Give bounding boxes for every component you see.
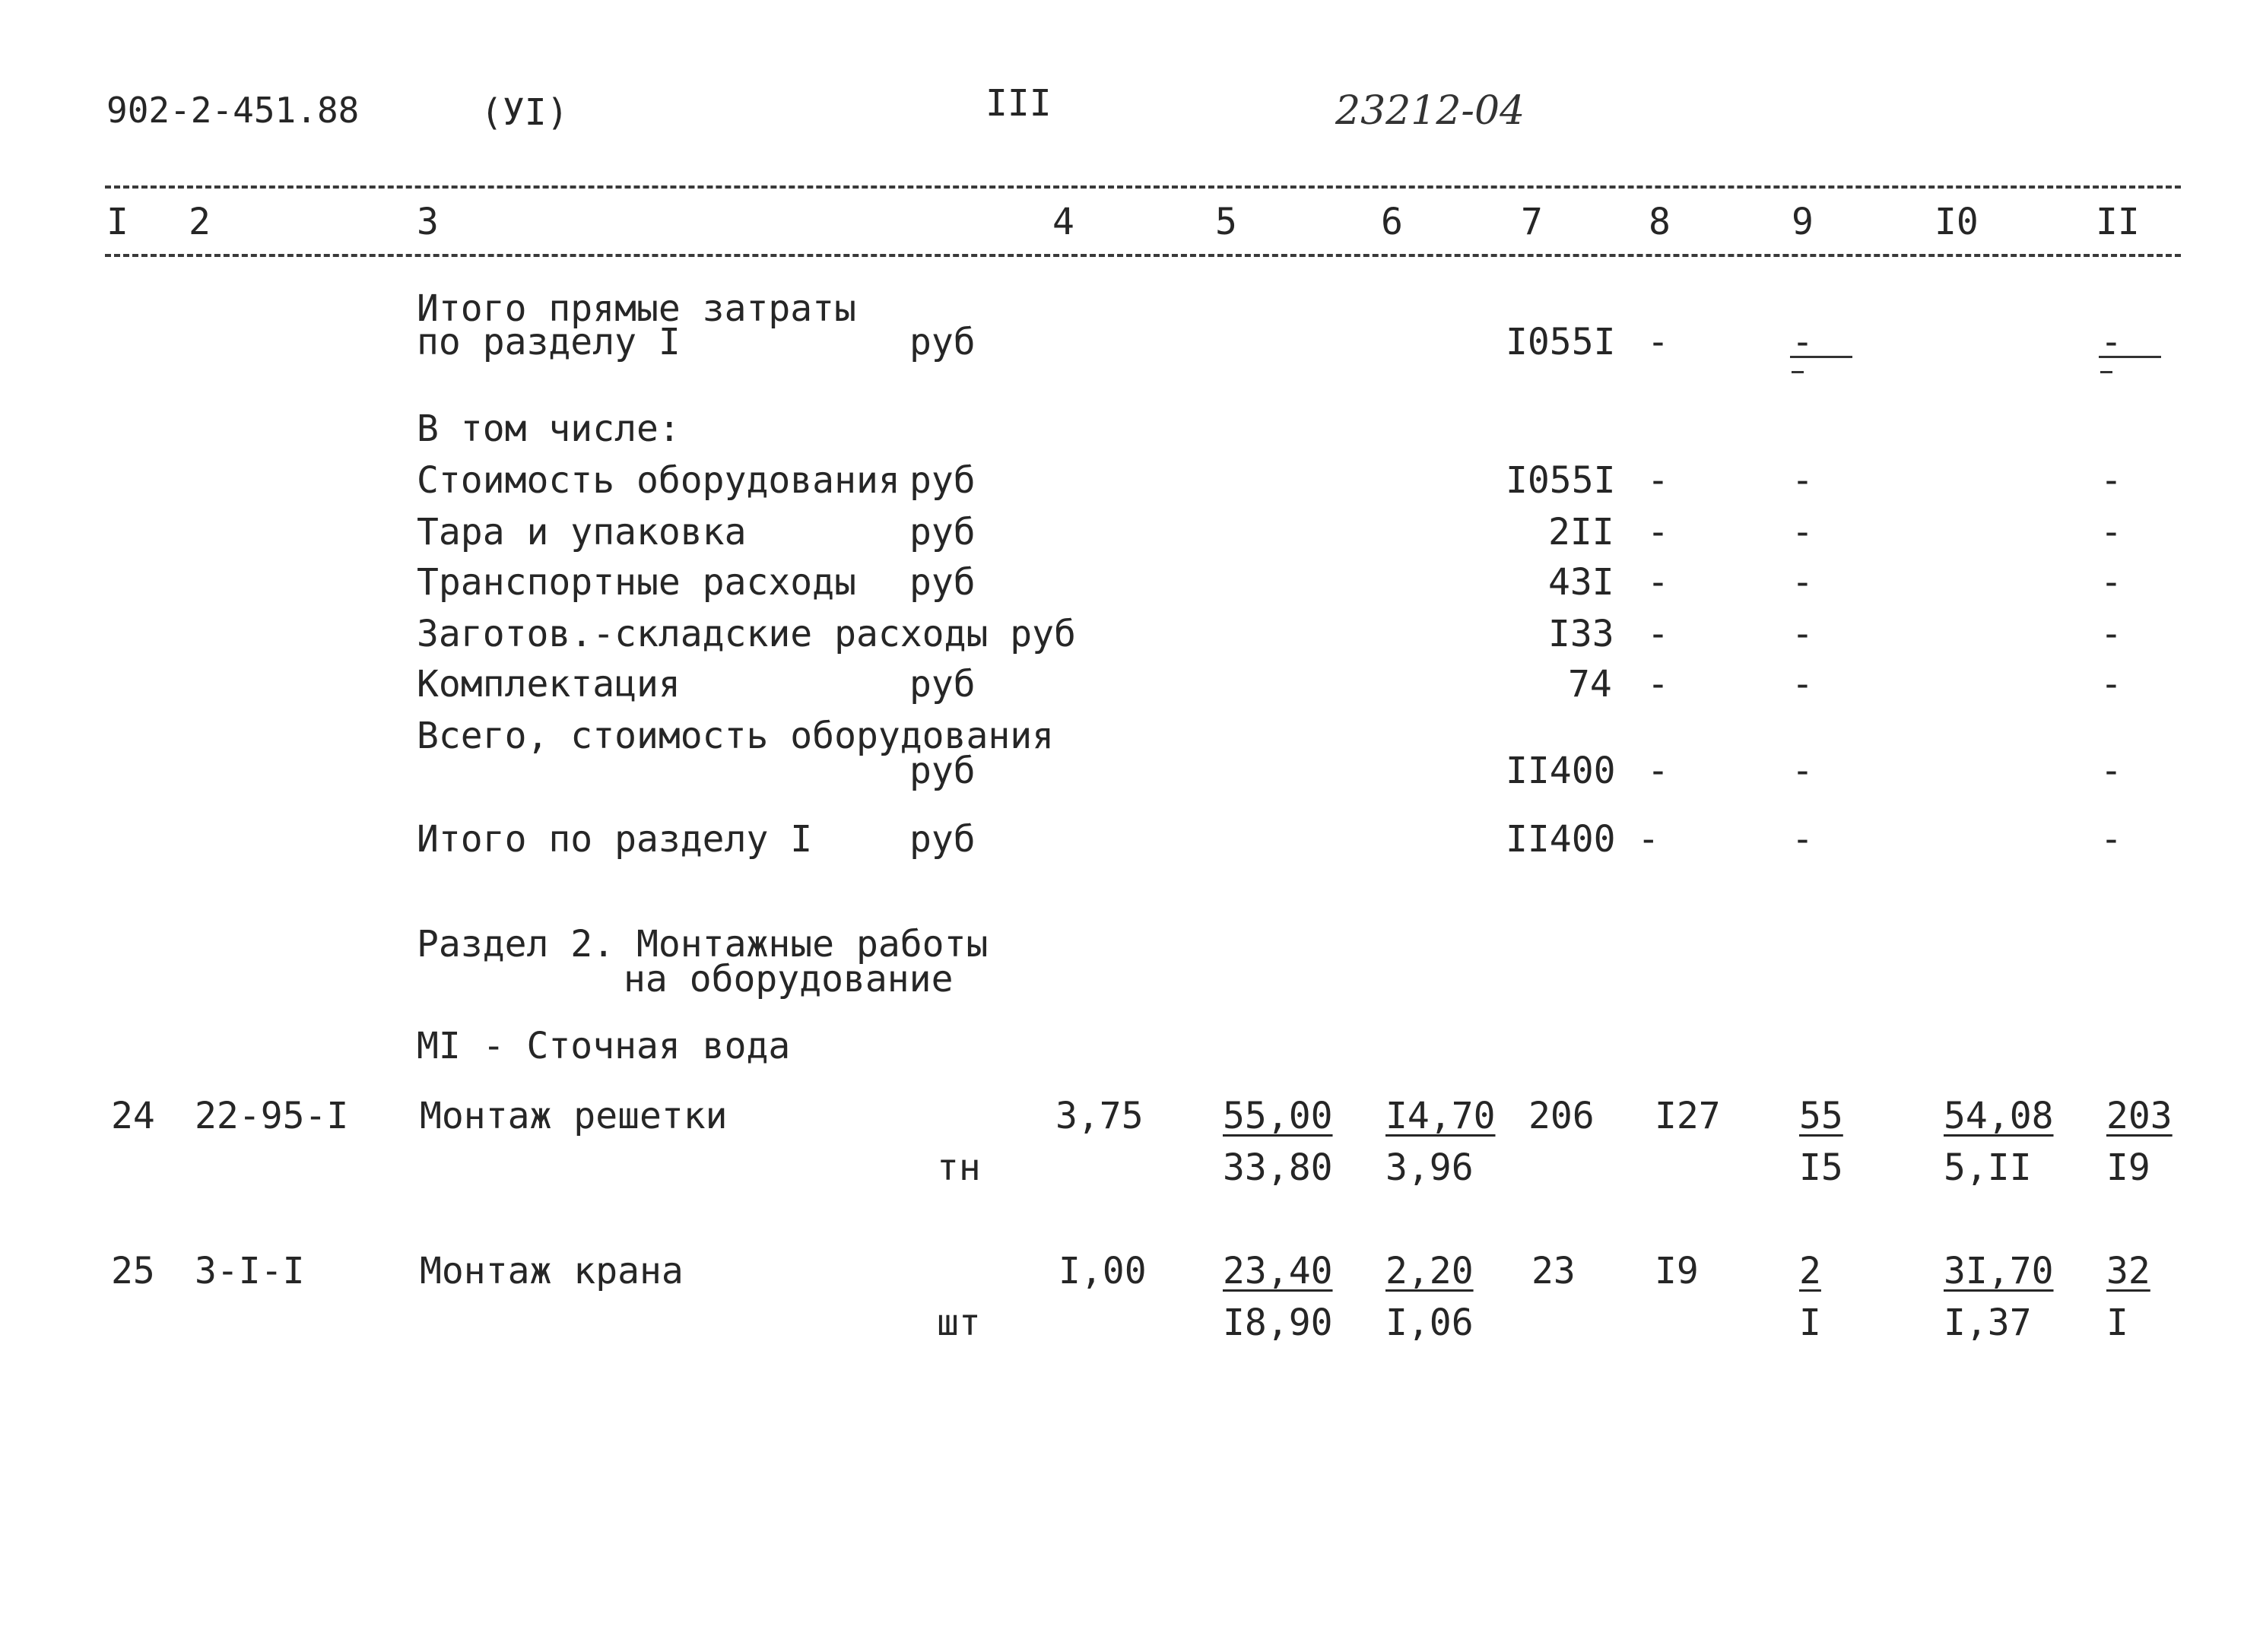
col-header-6: 6 (1381, 201, 1403, 243)
item-c9: - (1792, 663, 1814, 706)
item-c9: - (1792, 561, 1814, 604)
item-unit: руб (909, 511, 976, 553)
col-header-8: 8 (1649, 201, 1671, 243)
section2-title-line2: на оборудование (624, 958, 954, 1000)
doc-code: 902-2-451.88 (106, 90, 360, 131)
item-c11: - (2100, 613, 2122, 655)
section-total-c7: II400 - (1506, 818, 1660, 861)
row-code: 3-I-I (195, 1250, 305, 1292)
row-c6-bottom: 3,96 (1385, 1146, 1474, 1189)
item-c7: 2II (1548, 511, 1614, 553)
item-c11: - (2100, 663, 2122, 706)
row-unit: тн (937, 1146, 981, 1189)
row-c7: 23 (1531, 1250, 1576, 1292)
header-rule-bottom (105, 254, 2181, 257)
item-label: Тара и упаковка (417, 511, 747, 553)
row-c6-bottom: I,06 (1385, 1302, 1474, 1344)
item-c9: - (1792, 511, 1814, 553)
total-equipment-label: Всего, стоимость оборудования (417, 715, 1055, 757)
direct-costs-c9: - (1792, 321, 1814, 363)
item-label: Заготов.-складские расходы руб (417, 613, 1076, 655)
including-label: В том числе: (417, 407, 681, 450)
item-c7: 74 (1568, 663, 1612, 706)
row-c9-bottom: I (1799, 1302, 1821, 1344)
direct-costs-c8: - (1647, 321, 1669, 363)
item-c8: - (1647, 511, 1669, 553)
row-c9-top: 2 (1799, 1250, 1821, 1292)
item-c11: - (2100, 561, 2122, 604)
col-header-10: I0 (1934, 201, 1979, 243)
row-c8: I27 (1655, 1095, 1721, 1137)
row-c7: 206 (1528, 1095, 1595, 1137)
col-header-5: 5 (1215, 201, 1237, 243)
col-header-11: II (2096, 201, 2140, 243)
section2-title: Раздел 2. Монтажные работы (417, 923, 989, 966)
row-c11-top: 32 (2106, 1250, 2150, 1292)
col-header-9: 9 (1792, 201, 1814, 243)
direct-costs-c9-mark (1792, 371, 1804, 373)
row-c11-bottom: I (2106, 1302, 2128, 1344)
item-c11: - (2100, 459, 2122, 502)
total-equipment-c7: II400 (1506, 750, 1616, 792)
row-c8: I9 (1655, 1250, 1699, 1292)
total-equipment-c8: - (1647, 750, 1669, 792)
col-header-1: I (106, 201, 129, 243)
col-header-4: 4 (1052, 201, 1074, 243)
subsection-title: МI - Сточная вода (417, 1025, 791, 1067)
section-total-unit: руб (909, 818, 976, 861)
section-total-c11: - (2100, 818, 2122, 861)
row-number: 24 (111, 1095, 155, 1137)
item-unit: руб (909, 663, 976, 706)
row-c5-top: 23,40 (1223, 1250, 1333, 1292)
direct-costs-c9-rule (1790, 356, 1852, 358)
row-unit: шт (937, 1302, 981, 1344)
item-label: Комплектация (417, 663, 681, 706)
section-total-label: Итого по разделу I (417, 818, 813, 861)
row-c10-top: 3I,70 (1944, 1250, 2054, 1292)
direct-costs-c11: - (2100, 321, 2122, 363)
row-c9-bottom: I5 (1799, 1146, 1843, 1189)
item-c8: - (1647, 561, 1669, 604)
row-c9-top: 55 (1799, 1095, 1843, 1137)
total-equipment-c9: - (1792, 750, 1814, 792)
row-c10-bottom: 5,II (1944, 1146, 2032, 1189)
row-c10-bottom: I,37 (1944, 1302, 2032, 1344)
row-c6-top: I4,70 (1385, 1095, 1496, 1137)
col-header-7: 7 (1521, 201, 1543, 243)
row-c11-bottom: I9 (2106, 1146, 2150, 1189)
row-c5-top: 55,00 (1223, 1095, 1333, 1137)
section-total-c9: - (1792, 818, 1814, 861)
item-label: Стоимость оборудования (417, 459, 900, 502)
row-c5-bottom: 33,80 (1223, 1146, 1333, 1189)
col-header-3: 3 (417, 201, 439, 243)
item-unit: руб (909, 459, 976, 502)
total-equipment-unit: руб (909, 750, 976, 792)
item-c8: - (1647, 663, 1669, 706)
item-c7: I055I (1506, 459, 1616, 502)
direct-costs-line1: Итого прямые затраты (417, 287, 856, 330)
direct-costs-c7: I055I (1506, 321, 1616, 363)
direct-costs-unit: руб (909, 321, 976, 363)
direct-costs-c11-rule (2099, 356, 2161, 358)
item-c7: I33 (1548, 613, 1614, 655)
item-c11: - (2100, 511, 2122, 553)
row-c10-top: 54,08 (1944, 1095, 2054, 1137)
item-c7: 43I (1548, 561, 1614, 604)
row-code: 22-95-I (195, 1095, 349, 1137)
row-name: Монтаж крана (420, 1250, 684, 1292)
volume-label: (УI) (481, 91, 569, 134)
item-label: Транспортные расходы (417, 561, 856, 604)
row-number: 25 (111, 1250, 155, 1292)
direct-costs-line2: по разделу I (417, 321, 681, 363)
sheet-code: 23212-04 (1335, 88, 1525, 134)
row-name: Монтаж решетки (420, 1095, 728, 1137)
direct-costs-c11-mark (2100, 371, 2112, 373)
item-unit: руб (909, 561, 976, 604)
row-c5-bottom: I8,90 (1223, 1302, 1333, 1344)
item-c9: - (1792, 459, 1814, 502)
row-c6-top: 2,20 (1385, 1250, 1474, 1292)
item-c9: - (1792, 613, 1814, 655)
col-header-2: 2 (189, 201, 211, 243)
item-c8: - (1647, 613, 1669, 655)
page-number: III (986, 82, 1052, 125)
item-c8: - (1647, 459, 1669, 502)
total-equipment-c11: - (2100, 750, 2122, 792)
header-rule-top (105, 185, 2181, 189)
row-qty: I,00 (1058, 1250, 1147, 1292)
row-qty: 3,75 (1055, 1095, 1144, 1137)
row-c11-top: 203 (2106, 1095, 2173, 1137)
